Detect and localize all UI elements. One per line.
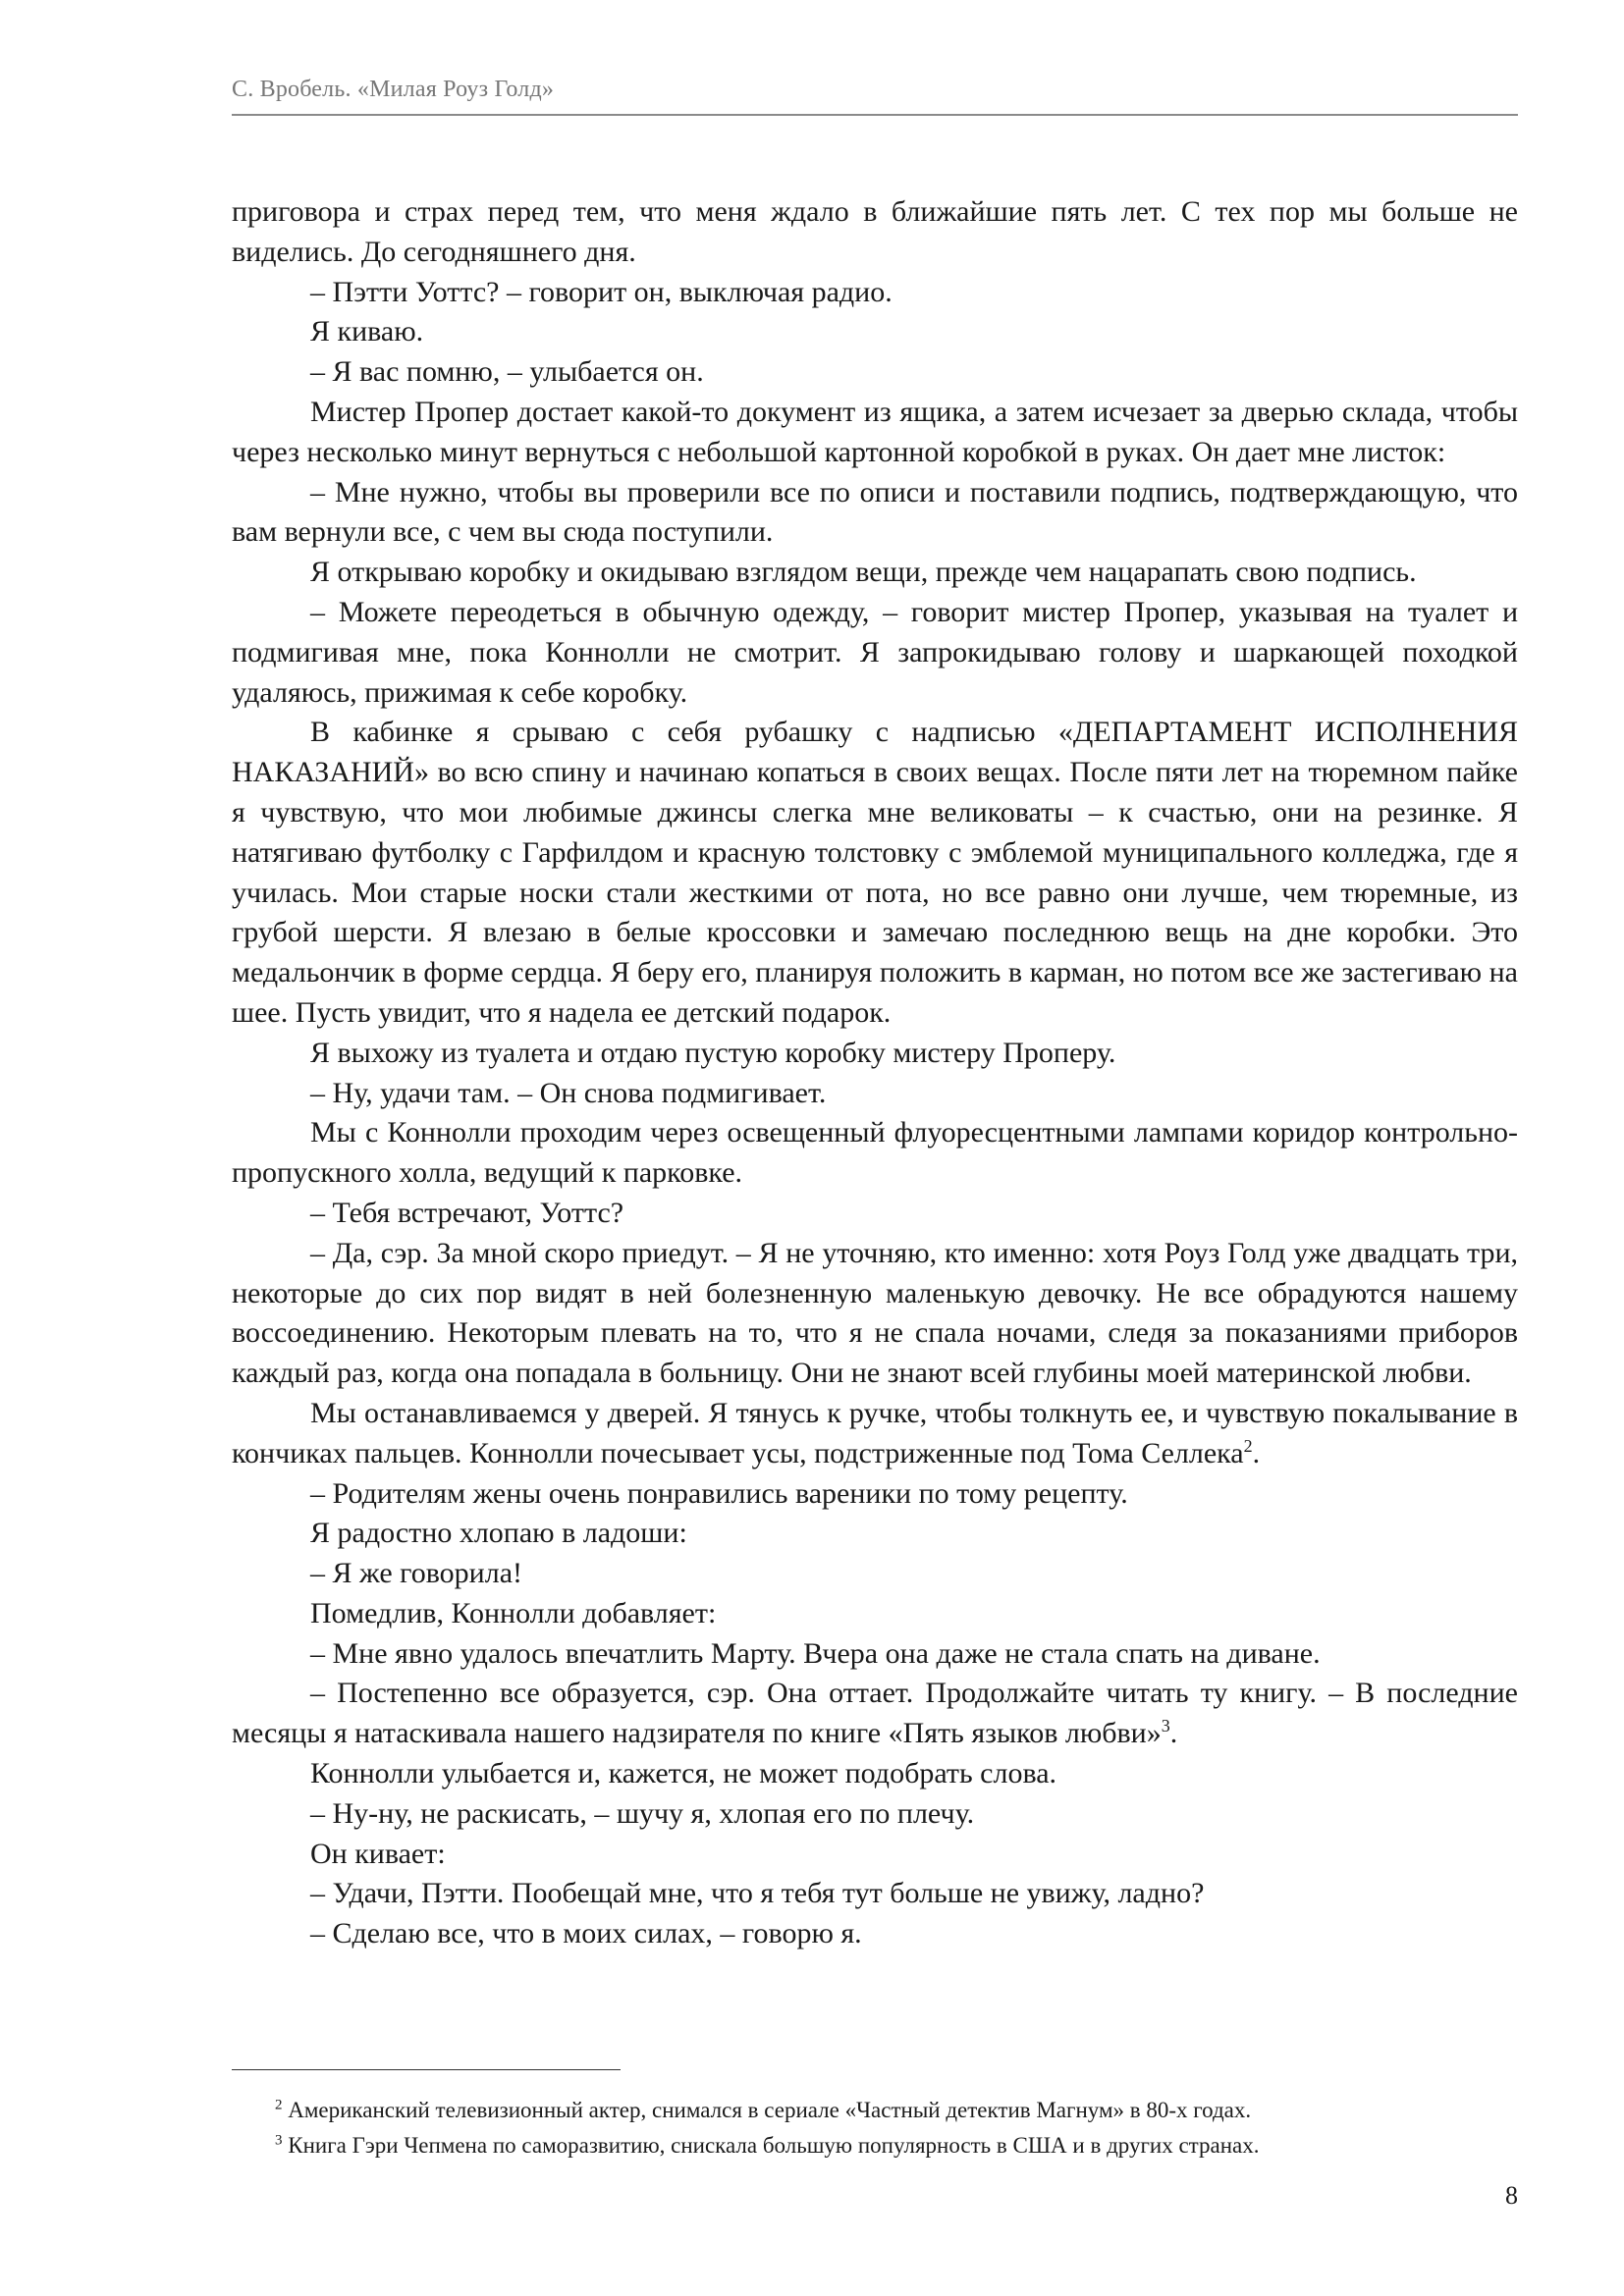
paragraph: – Я вас помню, – улыбается он.	[310, 355, 704, 389]
running-header: С. Вробель. «Милая Роуз Голд»	[232, 77, 555, 102]
paragraph: Он кивает:	[310, 1837, 446, 1870]
paragraph: Я выхожу из туалета и отдаю пустую коробку мистеру Проперу.	[310, 1036, 1116, 1069]
footnote-mark: 2	[275, 2097, 283, 2113]
paragraph: – Мне нужно, чтобы вы проверили все по описи и поставили подпись, подтверждающую, что вам вернули все, с чем вы сюда поступили.	[232, 475, 1518, 549]
footnote-ref-2[interactable]: 2	[1243, 1435, 1253, 1456]
paragraph: Помедлив, Коннолли добавляет:	[310, 1596, 717, 1629]
paragraph-text: – Постепенно все образуется, сэр. Она оттает. Продолжайте читать ту книгу. – В последние месяцы я натаскивала нашего надзирателя по книге «Пять языков любви»	[232, 1677, 1518, 1750]
paragraph-text: Мы останавливаемся у дверей. Я тянусь к ручке, чтобы толкнуть ее, и чувствую покалывание в кончиках пальцев. Коннолли почесывает усы, подстриженные под Тома Селлека	[232, 1396, 1518, 1469]
paragraph: – Родителям жены очень понравились вареники по тому рецепту.	[310, 1476, 1128, 1510]
paragraph: Коннолли улыбается и, кажется, не может подобрать слова.	[310, 1757, 1057, 1790]
footnotes	[232, 2093, 1518, 2163]
paragraph-with-ref	[232, 1394, 1518, 1474]
paragraph: – Я же говорила!	[310, 1557, 523, 1590]
header-divider	[232, 114, 1518, 116]
paragraph: – Пэтти Уоттс? – говорит он, выключая радио.	[310, 275, 893, 308]
paragraph: – Ну, удачи там. – Он снова подмигивает.	[310, 1076, 827, 1109]
paragraph: – Можете переодеться в обычную одежду, – говорит мистер Пропер, указывая на туалет и подмигивая мне, пока Коннолли не смотрит. Я запрокидываю голову и шаркающей походкой удаляюсь, прижимая к себе коробку.	[232, 595, 1518, 709]
paragraph: Мистер Пропер достает какой-то документ из ящика, а затем исчезает за дверью склада, чтобы через несколько минут вернуться с небольшой картонной коробкой в руках. Он дает мне листок:	[232, 395, 1518, 468]
page-number: 8	[1505, 2181, 1518, 2210]
paragraph: Я открываю коробку и окидываю взглядом вещи, прежде чем нацарапать свою подпись.	[310, 556, 1417, 589]
footnote-ref-3[interactable]: 3	[1161, 1716, 1170, 1736]
paragraph: Я киваю.	[310, 315, 424, 348]
paragraph-end: .	[1169, 1717, 1178, 1750]
paragraph: – Да, сэр. За мной скоро приедут. – Я не уточняю, кто именно: хотя Роуз Голд уже двадцать три, некоторые до сих пор видят в ней болезненную маленькую девочку. Не все обрадуются нашему воссоединению. Некоторым плевать на то, что я не спала ночами, следя за показаниями приборов каждый раз, когда она попадала в больницу. Они не знают всей глубины моей материнской любви.	[232, 1236, 1518, 1390]
body-text	[232, 192, 1518, 1954]
paragraph: Я радостно хлопаю в ладоши:	[310, 1517, 687, 1550]
footnote-text: Книга Гэри Чепмена по саморазвитию, снискала большую популярность в США и в других странах.	[288, 2133, 1260, 2158]
paragraph: – Мне явно удалось впечатлить Марту. Вчера она даже не стала спать на диване.	[310, 1636, 1321, 1670]
paragraph: Мы с Коннолли проходим через освещенный флуоресцентными лампами коридор контрольно-пропускного холла, ведущий к парковке.	[232, 1116, 1518, 1190]
paragraph: В кабинке я срываю с себя рубашку с надписью «ДЕПАРТАМЕНТ ИСПОЛНЕНИЯ НАКАЗАНИЙ» во всю спину и начинаю копаться в своих вещах. После пяти лет на тюремном пайке я чувствую, что мои любимые джинсы слегка мне великоваты – к счастью, они на резинке. Я натягиваю футболку с Гарфилдом и красную толстовку с эмблемой муниципального колледжа, где я училась. Мои старые носки стали жесткими от пота, но все равно они лучше, чем тюремные, из грубой шерсти. Я влезаю в белые кроссовки и замечаю последнюю вещь на дне коробки. Это медальончик в форме сердца. Я беру его, планируя положить в карман, но потом все же застегиваю на шее. Пусть увидит, что я надела ее детский подарок.	[232, 716, 1518, 1029]
paragraph: – Сделаю все, что в моих силах, – говорю я.	[310, 1917, 862, 1950]
footnote-mark: 3	[275, 2132, 283, 2149]
footnote-text: Американский телевизионный актер, снимался в сериале «Частный детектив Магнум» в 80-х годах.	[288, 2098, 1252, 2122]
footnote-2	[232, 2093, 1518, 2128]
paragraph-end: .	[1252, 1436, 1261, 1469]
paragraph: приговора и страх перед тем, что меня ждало в ближайшие пять лет. С тех пор мы больше не виделись. До сегодняшнего дня.	[232, 195, 1518, 268]
paragraph-with-ref	[232, 1674, 1518, 1754]
footnote-3	[232, 2128, 1518, 2163]
paragraph: – Ну-ну, не раскисать, – шучу я, хлопая его по плечу.	[310, 1796, 975, 1830]
footnote-divider	[232, 2069, 621, 2070]
paragraph: – Удачи, Пэтти. Пообещай мне, что я тебя тут больше не увижу, ладно?	[310, 1877, 1205, 1910]
paragraph: – Тебя встречают, Уоттс?	[310, 1196, 624, 1229]
